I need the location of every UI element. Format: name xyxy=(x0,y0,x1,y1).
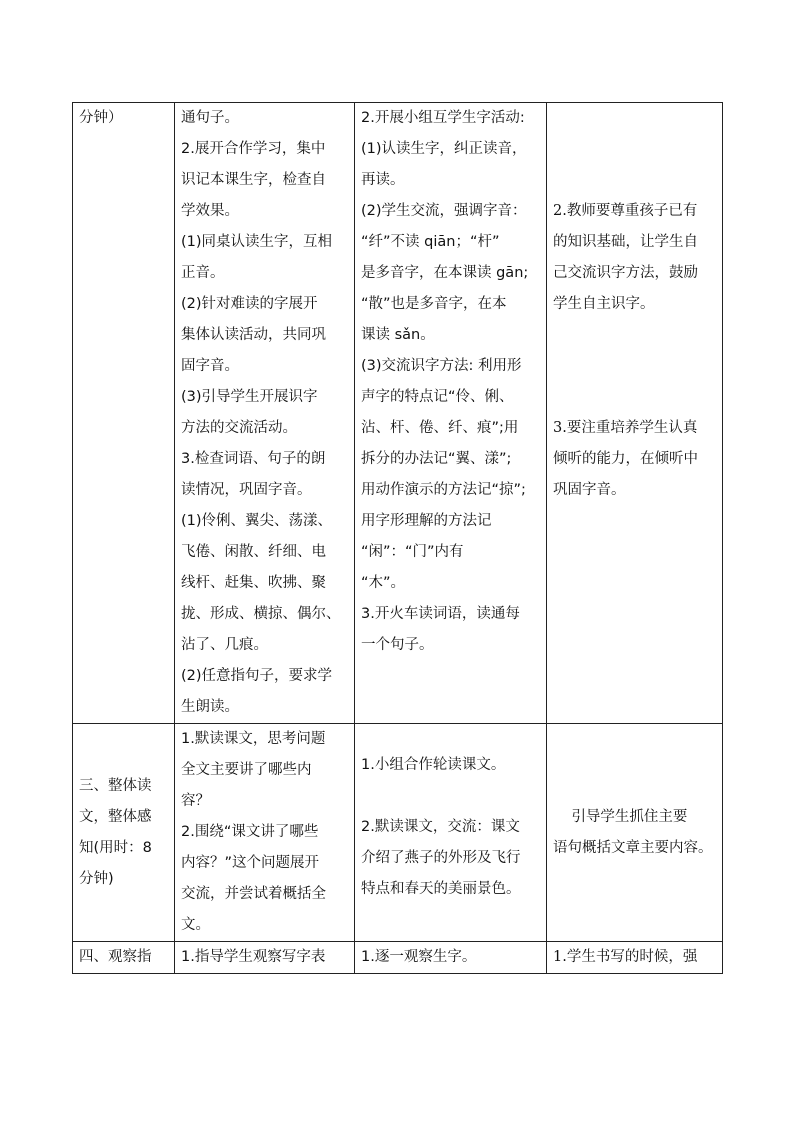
cell-text-line xyxy=(553,351,716,382)
cell-text-line: 线杆、赶集、吹拂、聚 xyxy=(181,575,326,591)
cell-text-line: 集体认读活动，共同巩 xyxy=(181,327,326,343)
cell-text-line: 全文主要讲了哪些内 xyxy=(181,762,312,778)
cell-text-line: 1.逐一观察生字。 xyxy=(361,949,477,965)
cell-text-line: 3.要注重培养学生认真 xyxy=(553,420,698,436)
cell-text-line: 2.展开合作学习，集中 xyxy=(181,141,326,157)
lesson-plan-table xyxy=(72,102,723,974)
teacher-activity-cell xyxy=(175,103,355,724)
cell-text-line: (3)引导学生开展识字 xyxy=(181,389,318,405)
cell-text-line: 1.指导学生观察写字表 xyxy=(181,949,326,965)
design-notes-cell xyxy=(547,724,723,942)
cell-text-line: 1.学生书写的时候，强 xyxy=(553,949,698,965)
cell-text-line: 分钟） xyxy=(79,110,123,126)
cell-text-line: 知(用时：8 xyxy=(79,839,152,856)
cell-text-line: 己交流识字方法，鼓励 xyxy=(553,265,698,281)
cell-text-line xyxy=(553,320,716,351)
cell-text-line xyxy=(361,781,540,812)
cell-text-line: 学效果。 xyxy=(181,203,239,219)
cell-text-line: 正音。 xyxy=(181,265,225,281)
cell-text-line: 内容？”这个问题展开 xyxy=(181,855,320,871)
student-activity-cell xyxy=(355,724,547,942)
cell-text-line: 语句概括文章主要内容。 xyxy=(553,839,713,856)
cell-text-line: 2.开展小组互学生字活动: xyxy=(361,110,525,126)
cell-text-line: 介绍了燕子的外形及飞行 xyxy=(361,850,521,866)
cell-text-line: 沾、杆、倦、纤、痕”;用 xyxy=(361,420,519,436)
cell-text-line: (1)伶俐、翼尖、荡漾、 xyxy=(181,513,333,529)
cell-text-line: 识记本课生字，检查自 xyxy=(181,172,326,188)
cell-text-line: 3.开火车读词语，读通每 xyxy=(361,606,520,622)
cell-text-line: 再读。 xyxy=(361,172,405,188)
cell-text-line: 拢、形成、横掠、偶尔、 xyxy=(181,606,341,622)
table-row xyxy=(73,724,723,942)
cell-text-line: 通句子。 xyxy=(181,110,239,126)
cell-text-line: 三、整体读 xyxy=(79,777,152,794)
cell-text-line: 2.默读课文，交流：课文 xyxy=(361,819,520,835)
cell-text-line: 交流，并尝试着概括全 xyxy=(181,886,326,902)
cell-text-line: 的知识基础，让学生自 xyxy=(553,234,698,250)
cell-text-line: 四、观察指 xyxy=(79,949,152,965)
cell-text-line: 特点和春天的美丽景色。 xyxy=(361,881,521,897)
design-notes-cell xyxy=(547,942,723,974)
cell-text-line xyxy=(553,382,716,413)
cell-text-line: (1)同桌认读生字，互相 xyxy=(181,234,333,250)
cell-text-line: 2.教师要尊重孩子已有 xyxy=(553,203,698,219)
teacher-activity-cell xyxy=(175,942,355,974)
table-row xyxy=(73,942,723,974)
student-activity-cell xyxy=(355,103,547,724)
cell-text-line: 文，整体感 xyxy=(79,808,152,825)
cell-text-line: 容？ xyxy=(181,793,210,809)
teacher-activity-cell xyxy=(175,724,355,942)
cell-text-line: (1)认读生字，纠正读音， xyxy=(361,141,527,157)
cell-text-line: (2)针对难读的字展开 xyxy=(181,296,318,312)
cell-text-line: “纤”不读 qiān；“杆” xyxy=(361,234,500,250)
stage-cell xyxy=(73,724,175,942)
cell-text-line: 飞倦、闲散、纤细、电 xyxy=(181,544,326,560)
cell-text-line: 方法的交流活动。 xyxy=(181,420,297,436)
cell-text-line: (2)学生交流，强调字音： xyxy=(361,203,527,219)
cell-text-line: 倾听的能力，在倾听中 xyxy=(553,451,698,467)
cell-text-line: 固字音。 xyxy=(181,358,239,374)
cell-text-line: 读情况，巩固字音。 xyxy=(181,482,312,498)
cell-text-line: 文。 xyxy=(181,917,210,933)
cell-text-line: 1.小组合作轮读课文。 xyxy=(361,757,506,773)
cell-text-line: 是多音字，在本课读 gān; xyxy=(361,265,529,281)
cell-text-line: “闲”：“门”内有 xyxy=(361,544,464,560)
cell-text-line: 分钟) xyxy=(79,870,114,887)
stage-cell xyxy=(73,942,175,974)
cell-text-line: 拆分的办法记“翼、漾”; xyxy=(361,451,512,467)
cell-text-line: (3)交流识字方法: 利用形 xyxy=(361,358,522,374)
stage-cell xyxy=(73,103,175,724)
design-notes-cell xyxy=(547,103,723,724)
cell-text-line: 1.默读课文，思考问题 xyxy=(181,731,326,747)
table-row xyxy=(73,103,723,724)
cell-text-line: 用动作演示的方法记“掠”; xyxy=(361,482,526,498)
cell-text-line: 巩固字音。 xyxy=(553,482,626,498)
cell-text-line: 用字形理解的方法记 xyxy=(361,513,492,529)
cell-text-line: “散”也是多音字，在本 xyxy=(361,296,507,312)
cell-text-line: 沾了、几痕。 xyxy=(181,637,268,653)
cell-text-line: 声字的特点记“伶、俐、 xyxy=(361,389,514,405)
cell-text-line: 生朗读。 xyxy=(181,699,239,715)
cell-text-line: 一个句子。 xyxy=(361,637,434,653)
cell-text-line: (2)任意指句子，要求学 xyxy=(181,668,333,684)
cell-text-line: “木”。 xyxy=(361,575,406,591)
cell-text-line: 2.围绕“课文讲了哪些 xyxy=(181,824,319,840)
student-activity-cell xyxy=(355,942,547,974)
cell-text-line: 课读 sǎn。 xyxy=(361,327,435,343)
cell-text-line: 3.检查词语、句子的朗 xyxy=(181,451,326,467)
cell-text-line: 学生自主识字。 xyxy=(553,296,655,312)
cell-text-line: 引导学生抓住主要 xyxy=(553,808,688,825)
